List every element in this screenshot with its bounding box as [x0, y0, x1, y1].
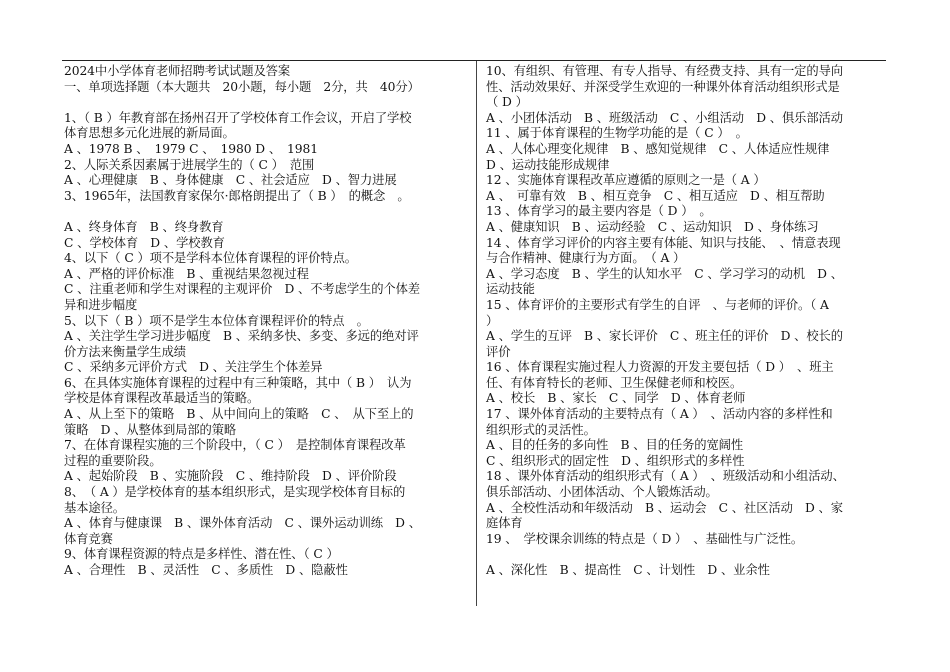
text-line: A 、1978 B 、 1979 C 、 1980 D 、 1981	[64, 141, 318, 156]
text-line: C 、学校体育 D 、学校教育	[64, 235, 225, 250]
text-line: C 、采纳多元评价方式 D 、关注学生个体差异	[64, 360, 323, 375]
text-line: 体育思想多元化进展的新局面。	[64, 126, 235, 141]
text-line: 15 、体育评价的主要形式有学生的自评 、与老师的评价。（ A	[486, 297, 829, 312]
text-line: 11 、属于体育课程的生物学功能的是（ C ） 。	[486, 126, 748, 141]
text-line: 2、人际关系因素属于进展学生的（ C ） 范围	[64, 157, 315, 172]
blank-line	[486, 547, 886, 563]
text-line: 2024中小学体育老师招聘考试试题及答案	[64, 64, 291, 78]
text-line: A 、关注学生学习进步幅度 B 、采纳多快、多变、多远的绝对评	[64, 329, 419, 344]
text-line: A 、起始阶段 B 、实施阶段 C 、维持阶段 D 、评价阶段	[64, 469, 397, 484]
text-line: 5、以下（ B ）项不是学生本位体育课程评价的特点 。	[64, 313, 369, 328]
column-divider	[476, 61, 477, 606]
text-line: 14 、体育学习评价的内容主要有体能、知识与技能、 、情意表现	[486, 235, 841, 250]
text-line: 16 、体育课程实施过程人力资源的开发主要包括（ D ） 、班主	[486, 360, 834, 375]
text-line: 基本途径。	[64, 500, 125, 515]
text-line: 学校是体育课程改革最适当的策略。	[64, 391, 260, 406]
text-line: 策略 D 、从整体到局部的策略	[64, 422, 237, 437]
text-line: 过程的重要阶段。	[64, 453, 162, 468]
text-line: A 、小团体活动 B 、班级活动 C 、小组活动 D 、俱乐部活动	[486, 110, 843, 125]
text-line: 12 、实施体育课程改革应遵循的原则之一是（ A ）	[486, 173, 766, 188]
text-line: A 、严格的评价标准 B 、重视结果忽视过程	[64, 266, 309, 281]
text-line: 异和进步幅度	[64, 297, 138, 312]
text-line: A 、从上至下的策略 B 、从中间向上的策略 C 、 从下至上的	[64, 407, 414, 422]
text-line: C 、组织形式的固定性 D 、组织形式的多样性	[486, 453, 745, 468]
text-line: 18 、课外体育活动的组织形式有（ A ） 、班级活动和小组活动、	[486, 469, 845, 484]
text-line: A 、深化性 B 、提高性 C 、计划性 D 、业余性	[486, 563, 770, 577]
text-line: A 、心理健康 B 、身体健康 C 、社会适应 D 、智力进展	[64, 173, 397, 188]
text-line: 10、有组织、有管理、有专人指导、有经费支持、具有一定的导向	[486, 64, 843, 78]
text-line: 任、有体育特长的老师、卫生保健老师和校医。	[486, 375, 743, 390]
text-line: A 、校长 B 、家长 C 、同学 D 、体育老师	[486, 391, 746, 406]
text-line: A 、人体心理变化规律 B 、感知觉规律 C 、人体适应性规律	[486, 141, 830, 156]
text-line: A 、终身体育 B 、终身教育	[64, 219, 224, 234]
text-line: 庭体育	[486, 516, 523, 531]
text-line: 4、以下（ C ）项不是学科本位体育课程的评价特点。	[64, 251, 357, 266]
left-column	[64, 64, 470, 579]
text-line: A 、学生的互评 B 、家长评价 C 、班主任的评价 D 、校长的	[486, 329, 843, 344]
text-line: 性、活动效果好、并深受学生欢迎的一种课外体育活动组织形式是	[486, 79, 840, 94]
text-line: 9、体育课程资源的特点是多样性、潜在性、（ C ）	[64, 547, 339, 562]
right-column	[486, 64, 886, 579]
text-line: A 、合理性 B 、灵活性 C 、多质性 D 、隐蔽性	[64, 563, 348, 577]
text-line: 与合作精神、健康行为方面。 （ A ）	[486, 251, 686, 266]
text-line: （ D ）	[486, 95, 528, 110]
text-line: 13 、体育学习的最主要内容是（ D ） 。	[486, 204, 712, 219]
text-line: 组织形式的灵活性。	[486, 422, 596, 437]
text-line: 俱乐部活动、小团体活动、个人锻炼活动。	[486, 485, 718, 500]
text-line: A 、健康知识 B 、运动经验 C 、运动知识 D 、身体练习	[486, 219, 819, 234]
text-line: 17 、课外体育活动的主要特点有（ A ） 、活动内容的多样性和	[486, 407, 833, 422]
text-line: D 、运动技能形成规律	[486, 157, 610, 172]
text-line: 19 、 学校课余训练的特点是（ D ） 、基础性与广泛性。	[486, 531, 804, 546]
text-line: 价方法来衡量学生成绩	[64, 344, 186, 359]
text-line: 7、在体育课程实施的三个阶段中，（ C ） 是控制体育课程改革	[64, 438, 406, 453]
text-line: 3、1965年，法国教育家保尔·郎格朗提出了（ B ） 的概念 。	[64, 188, 410, 203]
text-line: 6、在具体实施体育课程的过程中有三种策略，其中（ B ） 认为	[64, 375, 412, 390]
text-line: 体育竞赛	[64, 531, 113, 546]
blank-line	[64, 204, 470, 220]
text-line: C 、注重老师和学生对课程的主观评价 D 、不考虑学生的个体差	[64, 282, 421, 297]
text-line: 一、单项选择题（本大题共 20小题，每小题 2分，共 40分）	[64, 79, 420, 94]
text-line: ）	[486, 313, 499, 328]
text-line: A 、目的任务的多向性 B 、目的任务的宽阔性	[486, 438, 744, 453]
text-line: 评价	[486, 344, 511, 359]
text-line: A 、学习态度 B 、学生的认知水平 C 、学习学习的动机 D 、	[486, 266, 843, 281]
text-line: 运动技能	[486, 282, 535, 297]
text-line: A 、全校性活动和年级活动 B 、运动会 C 、社区活动 D 、家	[486, 500, 843, 515]
blank-line	[64, 95, 470, 111]
text-line: 8、 （ A ）是学校体育的基本组织形式，是实现学校体育目标的	[64, 485, 406, 500]
header-rule	[62, 60, 886, 61]
text-line: A 、 可靠有效 B 、相互竞争 C 、相互适应 D 、相互帮助	[486, 188, 825, 203]
text-line: 1、（ B ）年教育部在扬州召开了学校体育工作会议，开启了学校	[64, 110, 412, 125]
text-line: A 、体育与健康课 B 、课外体育活动 C 、课外运动训练 D 、	[64, 516, 421, 531]
